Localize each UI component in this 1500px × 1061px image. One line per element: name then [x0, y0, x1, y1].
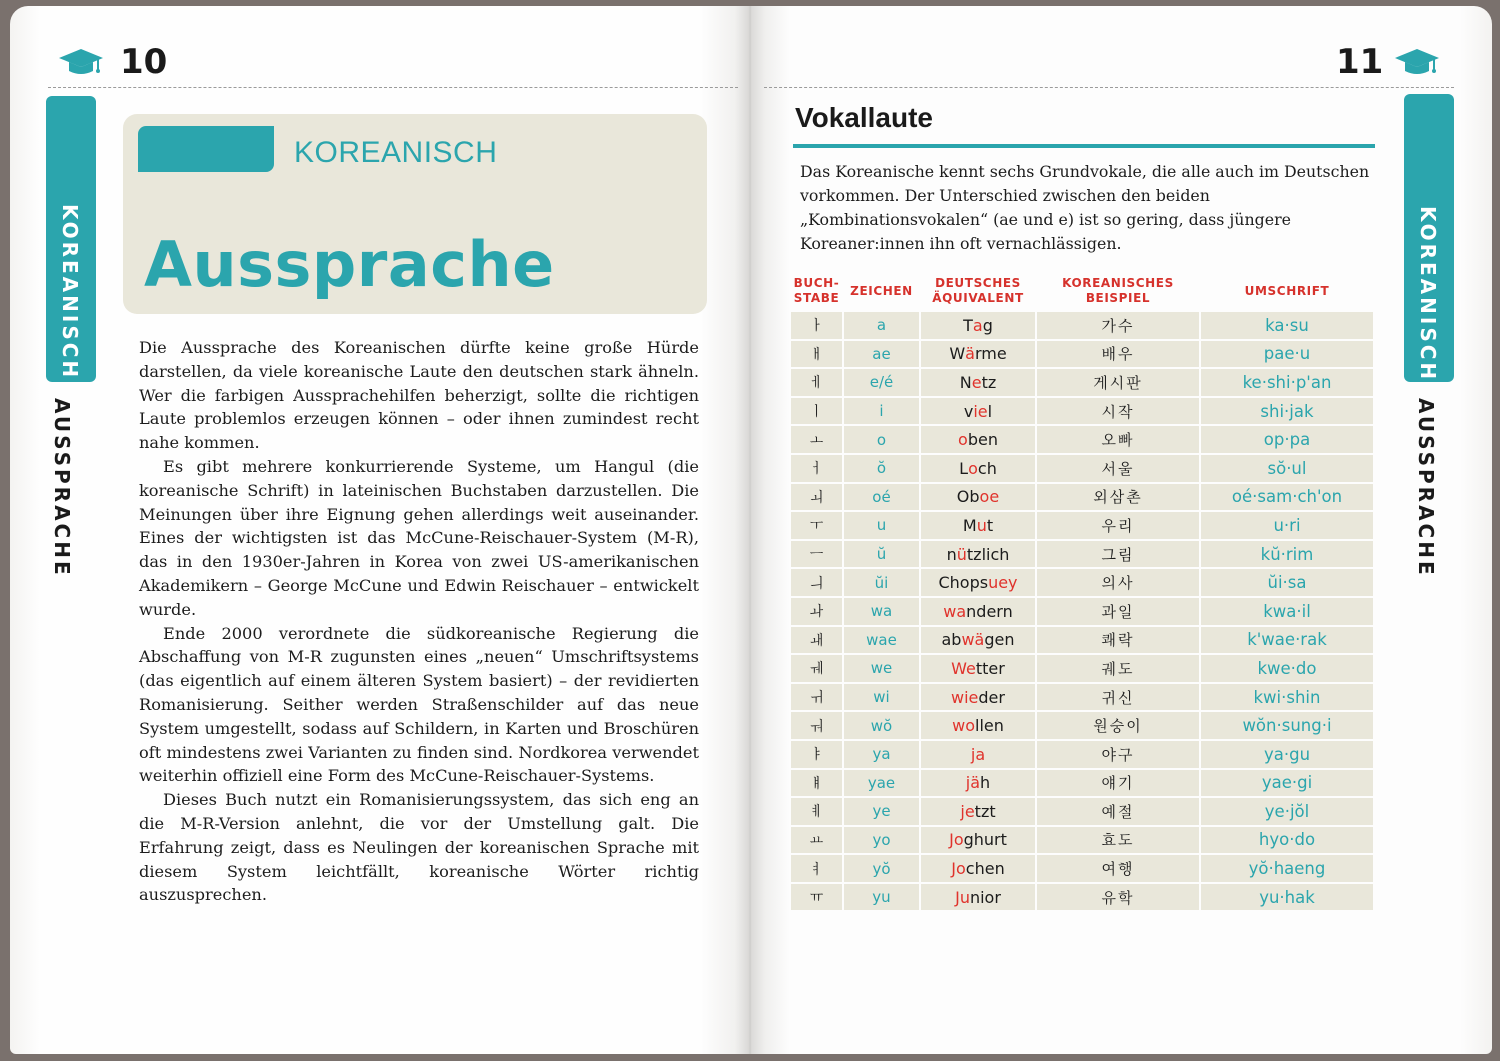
korean-example-cell: 시작 [1037, 398, 1199, 425]
graduation-cap-icon [58, 46, 104, 80]
german-cell [921, 541, 1035, 568]
romanization-cell: sŏ·ul [1201, 455, 1373, 482]
german-cell [921, 741, 1035, 768]
german-highlight: ja [970, 744, 986, 764]
page-number: 10 [120, 42, 168, 82]
german-word-part: ch [977, 458, 997, 478]
sign-cell: ŏ [844, 455, 919, 482]
header-rule [48, 87, 738, 88]
side-tab-label: KOREANISCH [58, 204, 82, 381]
german-cell [921, 798, 1035, 825]
table-header [791, 272, 1373, 310]
letter-cell: ㅐ [791, 341, 842, 368]
letter-cell: ㅛ [791, 827, 842, 854]
romanization-cell: ye·jŏl [1201, 798, 1373, 825]
german-highlight: e [971, 372, 982, 392]
german-cell [921, 398, 1035, 425]
korean-example-cell: 과일 [1037, 598, 1199, 625]
german-word-part: chen [965, 859, 1005, 879]
sign-cell: wae [844, 627, 919, 654]
german-highlight: wie [951, 687, 979, 707]
romanization-cell: wŏn·sung·i [1201, 712, 1373, 739]
german-word-part: W [949, 344, 966, 364]
korean-example-cell: 배우 [1037, 341, 1199, 368]
romanization-cell: pae·u [1201, 341, 1373, 368]
romanization-cell: op·pa [1201, 426, 1373, 453]
letter-cell: ㅓ [791, 455, 842, 482]
german-highlight: wa [943, 601, 967, 621]
german-highlight: oe [979, 487, 1000, 507]
korean-example-cell: 오빠 [1037, 426, 1199, 453]
korean-example-cell: 게시판 [1037, 369, 1199, 396]
german-word-part: tzt [974, 801, 996, 821]
german-highlight: a [972, 315, 983, 335]
korean-example-cell: 귀신 [1037, 684, 1199, 711]
german-word-part: v [963, 401, 974, 421]
sign-cell: e/é [844, 369, 919, 396]
sign-cell: yŏ [844, 855, 919, 882]
german-word-part: g [982, 315, 993, 335]
german-highlight: je [960, 801, 975, 821]
german-word-part: t [986, 515, 994, 535]
letter-cell: ㅢ [791, 569, 842, 596]
letter-cell: ㅞ [791, 655, 842, 682]
romanization-cell: kwi·shin [1201, 684, 1373, 711]
korean-example-cell: 가수 [1037, 312, 1199, 339]
romanization-cell: ka·su [1201, 312, 1373, 339]
table-row [791, 369, 1373, 396]
header-korean: KOREANISCHES BEISPIEL [1062, 276, 1174, 305]
letter-cell: ㅜ [791, 512, 842, 539]
table-row [791, 484, 1373, 511]
german-cell [921, 312, 1035, 339]
korean-example-cell: 예절 [1037, 798, 1199, 825]
korean-example-cell: 유학 [1037, 884, 1199, 911]
romanization-cell: kwe·do [1201, 655, 1373, 682]
german-highlight: u [976, 515, 987, 535]
german-word-part: l [987, 401, 993, 421]
letter-cell: ㅙ [791, 627, 842, 654]
german-word-part: ben [967, 430, 998, 450]
letter-cell: ㅡ [791, 541, 842, 568]
table-row [791, 655, 1373, 682]
romanization-cell: shi·jak [1201, 398, 1373, 425]
section-title: Vokallaute [795, 102, 933, 133]
german-word-part: llen [975, 716, 1004, 736]
korean-example-cell: 그림 [1037, 541, 1199, 568]
german-word-part: gen [984, 630, 1015, 650]
sign-cell: yo [844, 827, 919, 854]
sign-cell: a [844, 312, 919, 339]
german-cell [921, 655, 1035, 682]
table-row [791, 398, 1373, 425]
german-highlight: wä [961, 630, 985, 650]
german-cell [921, 369, 1035, 396]
body-text [139, 336, 699, 907]
left-page [10, 6, 750, 1054]
german-highlight: We [951, 658, 976, 678]
table-row [791, 341, 1373, 368]
table-row [791, 741, 1373, 768]
korean-example-cell: 우리 [1037, 512, 1199, 539]
german-word-part: L [959, 458, 969, 478]
table-row [791, 569, 1373, 596]
page-number: 11 [1336, 42, 1384, 82]
german-cell [921, 512, 1035, 539]
table-row [791, 827, 1373, 854]
sign-cell: wa [844, 598, 919, 625]
romanization-cell: yu·hak [1201, 884, 1373, 911]
letter-cell: ㅠ [791, 884, 842, 911]
german-highlight: ä [965, 344, 975, 364]
letter-cell: ㅏ [791, 312, 842, 339]
letter-cell: ㅟ [791, 684, 842, 711]
german-word-part: ab [941, 630, 962, 650]
table-row [791, 798, 1373, 825]
romanization-cell: ke·shi·p'an [1201, 369, 1373, 396]
language-label: KOREANISCH [294, 136, 498, 169]
german-word-part: der [978, 687, 1005, 707]
side-section-label: AUSSPRACHE [1414, 398, 1438, 578]
german-highlight: Jo [951, 859, 966, 879]
german-word-part: Chops [938, 573, 989, 593]
korean-example-cell: 야구 [1037, 741, 1199, 768]
sign-cell: oé [844, 484, 919, 511]
korean-example-cell: 효도 [1037, 827, 1199, 854]
romanization-cell: ya·gu [1201, 741, 1373, 768]
german-highlight: Jo [949, 830, 964, 850]
korean-example-cell: 여행 [1037, 855, 1199, 882]
korean-example-cell: 외삼촌 [1037, 484, 1199, 511]
sign-cell: yae [844, 770, 919, 797]
german-word-part: n [946, 544, 957, 564]
table-row [791, 884, 1373, 911]
romanization-cell: oé·sam·ch'on [1201, 484, 1373, 511]
table-row [791, 855, 1373, 882]
table-row [791, 541, 1373, 568]
sign-cell: u [844, 512, 919, 539]
german-word-part: M [962, 515, 977, 535]
header-romanization: UMSCHRIFT [1244, 283, 1330, 298]
german-cell [921, 884, 1035, 911]
letter-cell: ㅒ [791, 770, 842, 797]
side-tab [46, 96, 96, 382]
german-highlight: ü [956, 544, 967, 564]
sign-cell: wŏ [844, 712, 919, 739]
table-row [791, 627, 1373, 654]
german-word-part: nior [969, 887, 1001, 907]
sign-cell: ya [844, 741, 919, 768]
graduation-cap-icon [1394, 46, 1440, 80]
german-cell [921, 684, 1035, 711]
sign-cell: o [844, 426, 919, 453]
korean-example-cell: 서울 [1037, 455, 1199, 482]
table-row [791, 312, 1373, 339]
sign-cell: yu [844, 884, 919, 911]
table-row [791, 426, 1373, 453]
german-cell [921, 426, 1035, 453]
section-rule [793, 144, 1375, 148]
table-row [791, 455, 1373, 482]
german-cell [921, 712, 1035, 739]
vowel-table [791, 312, 1373, 912]
letter-cell: ㅝ [791, 712, 842, 739]
sign-cell: wi [844, 684, 919, 711]
german-highlight: ie [973, 401, 988, 421]
side-section-label: AUSSPRACHE [50, 398, 74, 578]
german-cell [921, 855, 1035, 882]
romanization-cell: yae·gi [1201, 770, 1373, 797]
korean-example-cell: 의사 [1037, 569, 1199, 596]
header-sign: ZEICHEN [850, 283, 913, 298]
german-word-part: ghurt [963, 830, 1007, 850]
german-cell [921, 484, 1035, 511]
paragraph: Die Aussprache des Koreanischen dürfte keine große Hürde darstellen, da viele koreanische Laute den deutschen stark ähneln. Wer die farbigen Aussprachehilfen beherzigt, sollte die richtigen Laute problemlos erzeugen können – oder ihnen zumindest recht nahe kommen. [139, 338, 699, 453]
german-highlight: jä [965, 773, 981, 793]
intro-text: Das Koreanische kennt sechs Grundvokale, die alle auch im Deutschen vorkommen. Der Unterschied zwischen den beiden „Kombinationsvokalen“ (ae und e) ist so gering, dass jüngere Koreaner:innen ihn oft vernachlässigen. [800, 162, 1370, 253]
sign-cell: i [844, 398, 919, 425]
romanization-cell: u·ri [1201, 512, 1373, 539]
romanization-cell: k'wae·rak [1201, 627, 1373, 654]
table-row [791, 712, 1373, 739]
german-word-part: ndern [966, 601, 1013, 621]
side-tab-label: KOREANISCH [1416, 206, 1440, 383]
german-highlight: o [958, 430, 968, 450]
sign-cell: ŭi [844, 569, 919, 596]
romanization-cell: ŭi·sa [1201, 569, 1373, 596]
korean-example-cell: 얘기 [1037, 770, 1199, 797]
german-highlight: Ju [955, 887, 970, 907]
header-rule [764, 87, 1454, 88]
letter-cell: ㅑ [791, 741, 842, 768]
sign-cell: we [844, 655, 919, 682]
korean-example-cell: 궤도 [1037, 655, 1199, 682]
german-word-part: T [963, 315, 973, 335]
letter-cell: ㅗ [791, 426, 842, 453]
korean-example-cell: 쾌락 [1037, 627, 1199, 654]
sign-cell: ye [844, 798, 919, 825]
letter-cell: ㅣ [791, 398, 842, 425]
letter-cell: ㅘ [791, 598, 842, 625]
german-cell [921, 341, 1035, 368]
table-row [791, 598, 1373, 625]
sign-cell: ŭ [844, 541, 919, 568]
book-spine [735, 6, 765, 1054]
german-word-part: Ob [956, 487, 980, 507]
paragraph: Ende 2000 verordnete die südkoreanische Regierung die Abschaffung von M-R zugunsten eines „neuen“ Umschriftsystems (das eigentlich auf einem älteren System basiert) – der revidierten Romanisierung. Seither werden Straßenschilder auf das neue System umgestellt, sodass auf Schildern, in Karten und Broschüren oft mindestens zwei Varianten zu finden sind. Nordkorea verwendet weiterhin offiziell eine Form des McCune-Reischauer-Systems. [139, 623, 699, 786]
romanization-cell: yŏ·haeng [1201, 855, 1373, 882]
german-highlight: wo [952, 716, 975, 736]
german-word-part: tter [975, 658, 1005, 678]
german-highlight: o [968, 458, 978, 478]
letter-cell: ㅚ [791, 484, 842, 511]
german-cell [921, 569, 1035, 596]
german-cell [921, 455, 1035, 482]
page-title: Aussprache [144, 228, 555, 301]
header-german: DEUTSCHES ÄQUIVALENT [932, 276, 1024, 305]
right-page [750, 6, 1492, 1054]
german-cell [921, 598, 1035, 625]
romanization-cell: kŭ·rim [1201, 541, 1373, 568]
german-word-part: N [959, 372, 972, 392]
letter-cell: ㅕ [791, 855, 842, 882]
german-word-part: h [980, 773, 991, 793]
table-row [791, 684, 1373, 711]
paragraph: Dieses Buch nutzt ein Romanisierungssystem, das sich eng an die M-R-Version anlehnt, die vor der Umstellung galt. Die Erfahrung zeigt, dass es Neulingen der koreanischen Sprache mit diesem System leichtfällt, koreanische Wörter richtig auszusprechen. [139, 790, 699, 905]
romanization-cell: kwa·il [1201, 598, 1373, 625]
german-word-part: tzlich [966, 544, 1010, 564]
title-accent-bar [138, 126, 274, 172]
german-cell [921, 770, 1035, 797]
paragraph: Es gibt mehrere konkurrierende Systeme, um Hangul (die koreanische Schrift) in lateinischen Buchstaben darzustellen. Die Meinungen über ihre Eignung gehen allerdings weit auseinander. Eines der wichtigsten ist das McCune-Reischauer-System (M-R), das in den 1930er-Jahren in Korea von zwei US-amerikanischen Akademikern – George McCune und Edwin Reischauer – entwickelt wurde. [139, 456, 699, 619]
sign-cell: ae [844, 341, 919, 368]
table-row [791, 770, 1373, 797]
german-cell [921, 827, 1035, 854]
german-word-part: tz [981, 372, 997, 392]
german-word-part: rme [974, 344, 1007, 364]
letter-cell: ㅔ [791, 369, 842, 396]
letter-cell: ㅖ [791, 798, 842, 825]
side-tab [1404, 94, 1454, 382]
table-row [791, 512, 1373, 539]
korean-example-cell: 원숭이 [1037, 712, 1199, 739]
german-highlight: uey [988, 573, 1018, 593]
header-letter: BUCH- STABE [793, 276, 840, 305]
romanization-cell: hyo·do [1201, 827, 1373, 854]
german-cell [921, 627, 1035, 654]
